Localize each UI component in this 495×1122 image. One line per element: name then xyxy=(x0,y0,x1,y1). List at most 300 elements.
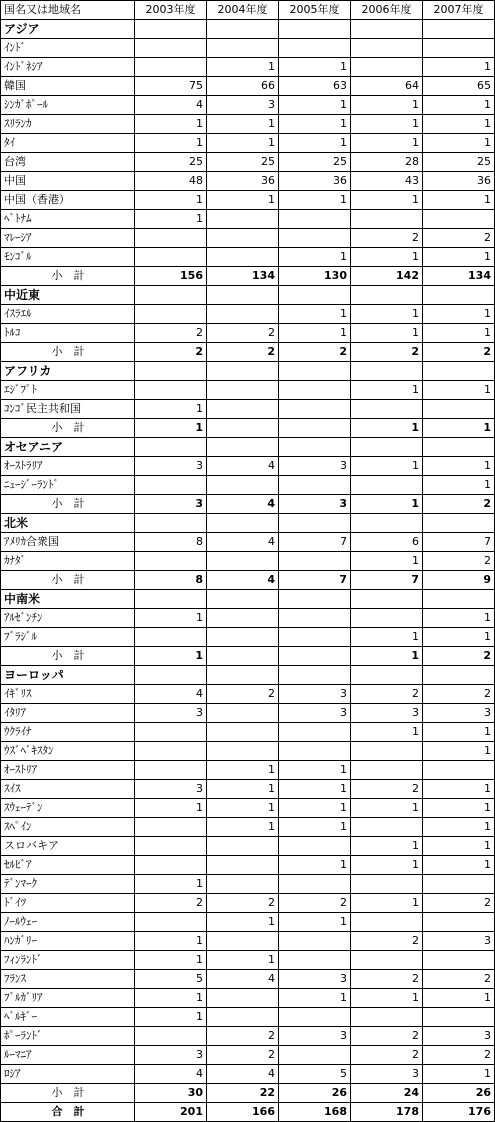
value-cell xyxy=(351,742,423,761)
value-cell: 3 xyxy=(279,685,351,704)
region-name: 北米 xyxy=(1,514,135,533)
country-name: ｺﾝｺﾞ民主共和国 xyxy=(1,400,135,419)
value-cell xyxy=(351,362,423,381)
value-cell xyxy=(279,476,351,495)
value-cell: 1 xyxy=(135,210,207,229)
value-cell xyxy=(207,666,279,685)
value-cell: 1 xyxy=(207,818,279,837)
value-cell xyxy=(135,39,207,58)
value-cell: 201 xyxy=(135,1103,207,1122)
value-cell: 1 xyxy=(423,305,495,324)
value-cell: 2 xyxy=(351,685,423,704)
value-cell: 9 xyxy=(423,571,495,590)
value-cell xyxy=(207,248,279,267)
value-cell xyxy=(207,305,279,324)
value-cell xyxy=(135,248,207,267)
subtotal-label: 小 計 xyxy=(1,419,135,438)
table-row xyxy=(1,913,495,932)
value-cell xyxy=(207,723,279,742)
value-cell xyxy=(423,875,495,894)
value-cell: 134 xyxy=(207,267,279,286)
value-cell xyxy=(279,400,351,419)
value-cell xyxy=(135,1027,207,1046)
value-cell: 1 xyxy=(135,932,207,951)
table-row xyxy=(1,248,495,267)
value-cell xyxy=(351,875,423,894)
value-cell: 75 xyxy=(135,77,207,96)
country-name: ﾙｰﾏﾆｱ xyxy=(1,1046,135,1065)
value-cell xyxy=(135,742,207,761)
value-cell: 1 xyxy=(135,419,207,438)
value-cell: 1 xyxy=(207,913,279,932)
table-row xyxy=(1,39,495,58)
value-cell: 2 xyxy=(279,894,351,913)
value-cell: 1 xyxy=(423,191,495,210)
header-row xyxy=(1,1,495,20)
country-name: 韓国 xyxy=(1,77,135,96)
value-cell: 1 xyxy=(423,58,495,77)
value-cell: 134 xyxy=(423,267,495,286)
subtotal-row xyxy=(1,495,495,514)
value-cell xyxy=(207,1008,279,1027)
table-row xyxy=(1,400,495,419)
table-row xyxy=(1,77,495,96)
value-cell: 4 xyxy=(207,533,279,552)
value-cell: 1 xyxy=(207,58,279,77)
country-name: ｳｽﾞﾍﾞｷｽﾀﾝ xyxy=(1,742,135,761)
value-cell: 1 xyxy=(423,381,495,400)
value-cell xyxy=(423,761,495,780)
value-cell: 2 xyxy=(351,970,423,989)
value-cell: 1 xyxy=(135,951,207,970)
table-row xyxy=(1,96,495,115)
value-cell xyxy=(135,286,207,305)
value-cell xyxy=(423,438,495,457)
value-cell: 3 xyxy=(207,96,279,115)
value-cell xyxy=(135,913,207,932)
value-cell: 8 xyxy=(135,533,207,552)
country-name: ｽﾍﾟｲﾝ xyxy=(1,818,135,837)
value-cell xyxy=(135,666,207,685)
value-cell xyxy=(279,362,351,381)
value-cell xyxy=(279,438,351,457)
country-name: ｱﾒﾘｶ合衆国 xyxy=(1,533,135,552)
table-row xyxy=(1,780,495,799)
value-cell: 3 xyxy=(279,457,351,476)
value-cell xyxy=(135,438,207,457)
value-cell xyxy=(207,362,279,381)
value-cell: 3 xyxy=(423,1027,495,1046)
value-cell xyxy=(135,837,207,856)
table-row xyxy=(1,628,495,647)
value-cell: 2 xyxy=(207,1046,279,1065)
country-name: ｼﾝｶﾞﾎﾟｰﾙ xyxy=(1,96,135,115)
table-row xyxy=(1,134,495,153)
value-cell xyxy=(279,381,351,400)
table-row xyxy=(1,191,495,210)
value-cell: 1 xyxy=(423,742,495,761)
value-cell: 1 xyxy=(423,856,495,875)
value-cell: 1 xyxy=(135,875,207,894)
header-year-2004: 2004年度 xyxy=(207,1,279,20)
table-row xyxy=(1,115,495,134)
table-row xyxy=(1,837,495,856)
table-row xyxy=(1,153,495,172)
table-row xyxy=(1,932,495,951)
subtotal-label: 小 計 xyxy=(1,1084,135,1103)
value-cell: 1 xyxy=(423,780,495,799)
value-cell: 1 xyxy=(423,476,495,495)
value-cell: 3 xyxy=(423,704,495,723)
value-cell: 2 xyxy=(279,343,351,362)
value-cell: 1 xyxy=(423,248,495,267)
country-name: ｵｰｽﾄﾘｱ xyxy=(1,761,135,780)
value-cell: 1 xyxy=(423,723,495,742)
country-name: ｴｼﾞﾌﾟﾄ xyxy=(1,381,135,400)
value-cell xyxy=(351,20,423,39)
subtotal-label: 小 計 xyxy=(1,647,135,666)
value-cell: 1 xyxy=(351,628,423,647)
region-name: 中近東 xyxy=(1,286,135,305)
value-cell xyxy=(423,400,495,419)
value-cell: 1 xyxy=(135,115,207,134)
table-row xyxy=(1,58,495,77)
value-cell: 2 xyxy=(423,894,495,913)
table-row xyxy=(1,210,495,229)
value-cell xyxy=(423,210,495,229)
value-cell: 7 xyxy=(279,571,351,590)
value-cell xyxy=(207,514,279,533)
value-cell xyxy=(423,913,495,932)
region-name: オセアニア xyxy=(1,438,135,457)
value-cell: 1 xyxy=(135,647,207,666)
value-cell: 156 xyxy=(135,267,207,286)
value-cell: 63 xyxy=(279,77,351,96)
country-name: ｲｽﾗｴﾙ xyxy=(1,305,135,324)
value-cell: 1 xyxy=(207,780,279,799)
value-cell xyxy=(135,723,207,742)
region-row xyxy=(1,438,495,457)
table-row xyxy=(1,533,495,552)
region-row xyxy=(1,362,495,381)
value-cell xyxy=(279,932,351,951)
value-cell: 1 xyxy=(351,989,423,1008)
value-cell: 36 xyxy=(207,172,279,191)
value-cell: 3 xyxy=(279,495,351,514)
value-cell: 36 xyxy=(423,172,495,191)
country-name: ﾀｲ xyxy=(1,134,135,153)
value-cell: 1 xyxy=(279,818,351,837)
value-cell xyxy=(207,742,279,761)
value-cell xyxy=(351,476,423,495)
value-cell: 2 xyxy=(207,1027,279,1046)
value-cell: 26 xyxy=(279,1084,351,1103)
value-cell xyxy=(279,666,351,685)
subtotal-label: 小 計 xyxy=(1,343,135,362)
country-name: ｵｰｽﾄﾗﾘｱ xyxy=(1,457,135,476)
value-cell: 166 xyxy=(207,1103,279,1122)
region-row xyxy=(1,666,495,685)
country-name: ﾏﾚｰｼｱ xyxy=(1,229,135,248)
value-cell: 2 xyxy=(423,229,495,248)
country-name: ﾍﾞﾙｷﾞｰ xyxy=(1,1008,135,1027)
value-cell: 1 xyxy=(351,305,423,324)
total-row xyxy=(1,1103,495,1122)
value-cell: 1 xyxy=(351,894,423,913)
table-row xyxy=(1,856,495,875)
value-cell xyxy=(351,58,423,77)
value-cell xyxy=(423,286,495,305)
value-cell xyxy=(279,647,351,666)
country-name: ｽｲｽ xyxy=(1,780,135,799)
value-cell xyxy=(207,438,279,457)
region-row xyxy=(1,514,495,533)
value-cell xyxy=(207,400,279,419)
value-cell: 8 xyxy=(135,571,207,590)
value-cell: 25 xyxy=(423,153,495,172)
value-cell: 36 xyxy=(279,172,351,191)
value-cell: 1 xyxy=(279,134,351,153)
region-name: 中南米 xyxy=(1,590,135,609)
value-cell: 1 xyxy=(423,115,495,134)
value-cell: 1 xyxy=(423,1065,495,1084)
value-cell: 2 xyxy=(351,1046,423,1065)
table-row xyxy=(1,229,495,248)
value-cell: 4 xyxy=(135,685,207,704)
value-cell: 2 xyxy=(423,685,495,704)
value-cell: 1 xyxy=(351,856,423,875)
value-cell: 2 xyxy=(135,343,207,362)
value-cell xyxy=(207,229,279,248)
country-name: ﾓﾝｺﾞﾙ xyxy=(1,248,135,267)
value-cell xyxy=(351,1008,423,1027)
value-cell: 2 xyxy=(423,647,495,666)
value-cell: 5 xyxy=(279,1065,351,1084)
value-cell xyxy=(207,647,279,666)
value-cell xyxy=(135,229,207,248)
value-cell: 3 xyxy=(135,1046,207,1065)
value-cell xyxy=(135,381,207,400)
table-row xyxy=(1,818,495,837)
value-cell xyxy=(351,913,423,932)
value-cell: 1 xyxy=(207,761,279,780)
table-row xyxy=(1,476,495,495)
value-cell: 1 xyxy=(207,115,279,134)
country-name: 中国（香港） xyxy=(1,191,135,210)
value-cell: 2 xyxy=(423,552,495,571)
value-cell xyxy=(279,723,351,742)
value-cell xyxy=(135,856,207,875)
value-cell xyxy=(135,58,207,77)
value-cell xyxy=(135,628,207,647)
value-cell xyxy=(351,590,423,609)
value-cell xyxy=(207,381,279,400)
value-cell: 1 xyxy=(279,761,351,780)
value-cell: 1 xyxy=(351,419,423,438)
value-cell: 1 xyxy=(135,191,207,210)
table-row xyxy=(1,723,495,742)
value-cell: 1 xyxy=(351,457,423,476)
value-cell: 5 xyxy=(135,970,207,989)
table-row xyxy=(1,1008,495,1027)
value-cell xyxy=(279,210,351,229)
value-cell: 1 xyxy=(423,818,495,837)
country-name: ｳｸﾗｲﾅ xyxy=(1,723,135,742)
value-cell: 1 xyxy=(207,134,279,153)
value-cell xyxy=(207,875,279,894)
value-cell: 1 xyxy=(135,609,207,628)
value-cell: 3 xyxy=(279,1027,351,1046)
value-cell xyxy=(351,438,423,457)
value-cell: 25 xyxy=(207,153,279,172)
table-row xyxy=(1,1046,495,1065)
country-name: ﾃﾞﾝﾏｰｸ xyxy=(1,875,135,894)
country-name: ﾌﾞﾙｶﾞﾘｱ xyxy=(1,989,135,1008)
value-cell: 1 xyxy=(351,381,423,400)
table-row xyxy=(1,172,495,191)
value-cell: 1 xyxy=(351,191,423,210)
region-row xyxy=(1,590,495,609)
value-cell: 3 xyxy=(351,1065,423,1084)
value-cell: 1 xyxy=(423,609,495,628)
value-cell: 1 xyxy=(351,552,423,571)
value-cell xyxy=(135,514,207,533)
value-cell xyxy=(135,362,207,381)
value-cell xyxy=(279,609,351,628)
value-cell xyxy=(279,742,351,761)
value-cell: 1 xyxy=(351,134,423,153)
value-cell: 43 xyxy=(351,172,423,191)
header-year-2003: 2003年度 xyxy=(135,1,207,20)
value-cell: 1 xyxy=(279,913,351,932)
value-cell: 3 xyxy=(135,704,207,723)
value-cell xyxy=(351,818,423,837)
value-cell: 2 xyxy=(423,495,495,514)
value-cell: 1 xyxy=(423,324,495,343)
value-cell: 2 xyxy=(135,894,207,913)
value-cell xyxy=(207,20,279,39)
value-cell xyxy=(207,590,279,609)
value-cell xyxy=(351,514,423,533)
region-name: アジア xyxy=(1,20,135,39)
country-name: ﾄﾙｺ xyxy=(1,324,135,343)
value-cell: 1 xyxy=(279,191,351,210)
value-cell: 1 xyxy=(351,837,423,856)
value-cell: 1 xyxy=(351,248,423,267)
value-cell xyxy=(279,590,351,609)
value-cell: 65 xyxy=(423,77,495,96)
table-row xyxy=(1,609,495,628)
value-cell xyxy=(279,286,351,305)
value-cell: 1 xyxy=(279,856,351,875)
table-row xyxy=(1,799,495,818)
value-cell xyxy=(207,609,279,628)
value-cell: 22 xyxy=(207,1084,279,1103)
value-cell: 1 xyxy=(279,799,351,818)
country-name: 中国 xyxy=(1,172,135,191)
value-cell: 1 xyxy=(207,799,279,818)
table-row xyxy=(1,875,495,894)
value-cell xyxy=(135,305,207,324)
value-cell: 1 xyxy=(279,248,351,267)
value-cell: 168 xyxy=(279,1103,351,1122)
value-cell: 1 xyxy=(351,115,423,134)
value-cell: 1 xyxy=(279,96,351,115)
value-cell xyxy=(351,951,423,970)
value-cell xyxy=(279,229,351,248)
value-cell xyxy=(207,989,279,1008)
value-cell xyxy=(423,39,495,58)
table-row xyxy=(1,704,495,723)
value-cell xyxy=(279,552,351,571)
table-body xyxy=(1,20,495,1122)
table-row xyxy=(1,1027,495,1046)
table-row xyxy=(1,970,495,989)
value-cell: 176 xyxy=(423,1103,495,1122)
value-cell xyxy=(279,20,351,39)
value-cell xyxy=(279,1008,351,1027)
value-cell: 2 xyxy=(423,343,495,362)
table-row xyxy=(1,381,495,400)
value-cell xyxy=(207,932,279,951)
value-cell: 25 xyxy=(135,153,207,172)
table-row xyxy=(1,989,495,1008)
region-row xyxy=(1,20,495,39)
value-cell: 7 xyxy=(351,571,423,590)
value-cell xyxy=(423,951,495,970)
value-cell xyxy=(135,476,207,495)
value-cell: 1 xyxy=(423,134,495,153)
value-cell: 26 xyxy=(423,1084,495,1103)
value-cell: 1 xyxy=(135,989,207,1008)
value-cell: 1 xyxy=(423,799,495,818)
value-cell xyxy=(279,951,351,970)
header-year-2007: 2007年度 xyxy=(423,1,495,20)
value-cell xyxy=(279,875,351,894)
table-row xyxy=(1,305,495,324)
subtotal-row xyxy=(1,343,495,362)
country-name: ｲﾝﾄﾞ xyxy=(1,39,135,58)
value-cell xyxy=(207,419,279,438)
value-cell: 1 xyxy=(135,134,207,153)
value-cell: 1 xyxy=(279,324,351,343)
value-cell xyxy=(351,666,423,685)
table-row xyxy=(1,951,495,970)
country-name: ｶﾅﾀﾞ xyxy=(1,552,135,571)
value-cell: 2 xyxy=(351,229,423,248)
country-name: ﾆｭｰｼﾞｰﾗﾝﾄﾞ xyxy=(1,476,135,495)
value-cell xyxy=(351,39,423,58)
subtotal-row xyxy=(1,419,495,438)
value-cell: 3 xyxy=(279,970,351,989)
table-row xyxy=(1,742,495,761)
value-cell: 7 xyxy=(279,533,351,552)
country-name: ｽｳｪｰﾃﾞﾝ xyxy=(1,799,135,818)
country-name: ﾉｰﾙｳｪｰ xyxy=(1,913,135,932)
country-name: ｾﾙﾋﾞｱ xyxy=(1,856,135,875)
value-cell xyxy=(279,39,351,58)
value-cell: 2 xyxy=(207,343,279,362)
value-cell: 1 xyxy=(207,951,279,970)
value-cell: 1 xyxy=(279,305,351,324)
country-name: ﾌﾗﾝｽ xyxy=(1,970,135,989)
header-year-2006: 2006年度 xyxy=(351,1,423,20)
country-name: ｲﾀﾘｱ xyxy=(1,704,135,723)
value-cell xyxy=(423,362,495,381)
value-cell xyxy=(423,514,495,533)
value-cell xyxy=(351,761,423,780)
value-cell xyxy=(207,286,279,305)
